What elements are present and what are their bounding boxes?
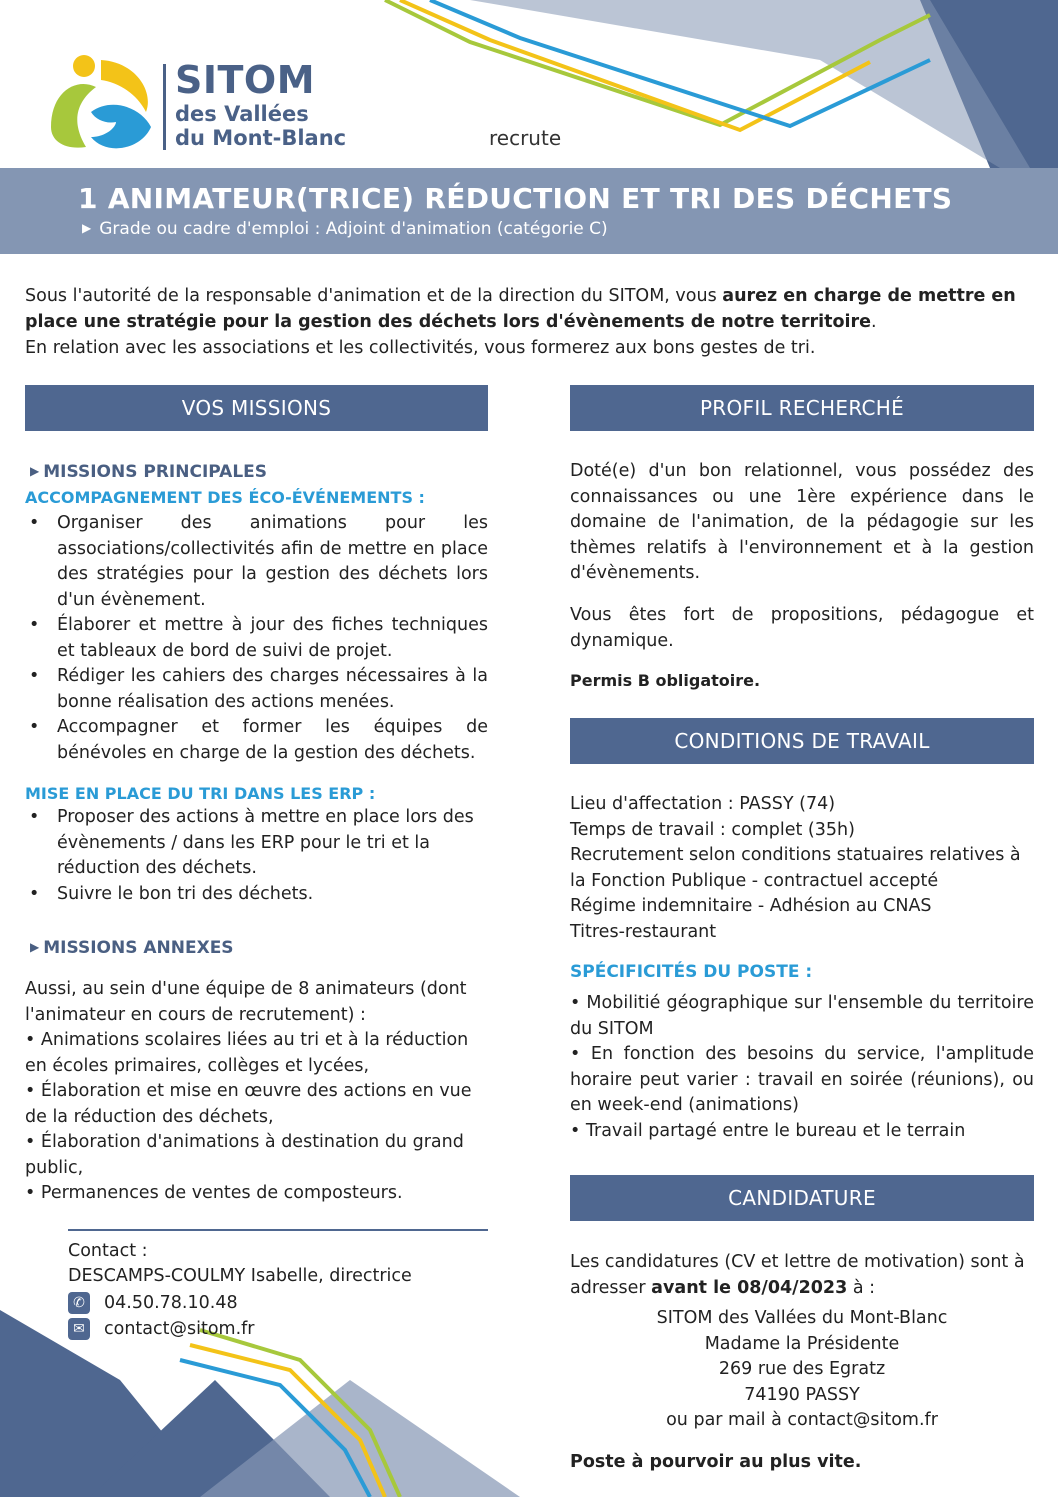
sitom-logo-icon [46, 52, 156, 156]
logo-divider [163, 64, 166, 150]
permis-text: Permis B obligatoire. [570, 671, 761, 690]
eco-events-list [25, 511, 488, 766]
contact-divider [68, 1229, 488, 1231]
erp-title: MISE EN PLACE DU TRI DANS LES ERP : [25, 784, 376, 803]
list-item: Titres-restaurant [570, 921, 717, 942]
list-item: • Proposer des actions à mettre en place lors des évènements / dans les ERP pour le tri et la réduction des déchets. [25, 805, 480, 882]
address-line: SITOM des Vallées du Mont-Blanc [656, 1308, 948, 1328]
missions-principales-title: ▶ MISSIONS PRINCIPALES [30, 462, 268, 482]
email-icon: ✉ [68, 1318, 90, 1340]
triangle-bullet-icon: ▶ [30, 464, 40, 478]
profil-header: PROFIL RECHERCHÉ [570, 385, 1034, 431]
contact-name: DESCAMPS-COULMY Isabelle, directrice [68, 1266, 412, 1286]
triangle-bullet-icon: ▶ [30, 940, 40, 954]
contact-label: Contact : [68, 1241, 148, 1261]
triangle-bullet-icon: ▶ [82, 221, 92, 235]
list-item: • Élaboration et mise en œuvre des actions en vue de la réduction des déchets, [25, 1081, 472, 1127]
specificites-title: SPÉCIFICITÉS DU POSTE : [570, 962, 813, 982]
recrute-label: recrute [489, 126, 562, 150]
list-item: • Animations scolaires liées au tri et à la réduction en écoles primaires, collèges et lycées, [25, 1030, 469, 1076]
specificites-list [570, 991, 1034, 1144]
logo-sitom: SITOM [175, 58, 316, 102]
phone-icon: ✆ [68, 1292, 90, 1314]
list-item: • Travail partagé entre le bureau et le terrain [570, 1120, 966, 1141]
list-item: Lieu d'affectation : PASSY (74) [570, 794, 836, 814]
address-line: ou par mail à contact@sitom.fr [666, 1410, 938, 1430]
logo-line3: du Mont-Blanc [175, 126, 347, 150]
erp-list [25, 805, 480, 907]
address-line: Madame la Présidente [704, 1333, 900, 1354]
job-grade: ▶ Grade ou cadre d'emploi : Adjoint d'animation (catégorie C) [82, 219, 608, 239]
profil-text: Doté(e) d'un bon relationnel, vous possédez des connaissances ou une 1ère expérience dans le domaine de l'animation, de la pédagogie sur les thèmes relatifs à l'environnement et à la gestion d'évènements. [570, 461, 1034, 583]
logo-line2: des Vallées [175, 102, 309, 126]
list-item: • Rédiger les cahiers des charges nécessaires à la bonne réalisation des actions menées. [25, 664, 488, 715]
candidature-text: Les candidatures (CV et lettre de motivation) sont à adresser avant le 08/04/2023 à : [570, 1252, 1025, 1298]
list-item: • Mobilitié géographique sur l'ensemble du territoire du SITOM [570, 993, 1034, 1039]
job-title: 1 ANIMATEUR(TRICE) RÉDUCTION ET TRI DES DÉCHETS [78, 182, 953, 215]
candidature-address [570, 1306, 1034, 1434]
list-item: • En fonction des besoins du service, l'amplitude horaire peut varier : travail en soirée (réunions), ou en week-end (animations) [570, 1044, 1034, 1115]
list-item: Recrutement selon conditions statuaires relatives à la Fonction Publique - contractuel accepté [570, 845, 1021, 891]
list-item: Temps de travail : complet (35h) [570, 819, 855, 840]
list-item: • Suivre le bon tri des déchets. [25, 882, 480, 908]
list-item: • Organiser des animations pour les associations/collectivités afin de mettre en place des stratégies pour la gestion des déchets lors d'un évènement. [25, 511, 488, 613]
list-item: • Permanences de ventes de composteurs. [25, 1183, 403, 1203]
list-item: • Accompagner et former les équipes de bénévoles en charge de la gestion des déchets. [25, 715, 488, 766]
address-line: 269 rue des Egratz [718, 1359, 886, 1379]
annexes-text: Aussi, au sein d'une équipe de 8 animateurs (dont l'animateur en cours de recrutement) : • Animations scolaires liées au tri et à la réduction en écoles primaires, collèges et lycées, • Élaboration et mise en œuvre des actions en vue de la réduction des déchets, • Élaboration d'animations à destination du grand public, • Permanences de ventes de composteurs. [25, 977, 488, 1207]
conditions-list [570, 792, 1034, 945]
closing-text: Poste à pourvoir au plus vite. [570, 1452, 862, 1472]
intro-text: Sous l'autorité de la responsable d'animation et de la direction du SITOM, vous aurez en charge de mettre en place une stratégie pour la gestion des déchets lors d'évènements de notre territoire. En relation avec les associations et les collectivités, vous formerez aux bons gestes de tri. [25, 286, 1016, 358]
profil-qualities: Vous êtes fort de propositions, pédagogue et dynamique. [570, 605, 1034, 651]
conditions-header: CONDITIONS DE TRAVAIL [570, 718, 1034, 764]
contact-phone[interactable]: ✆ 04.50.78.10.48 [68, 1292, 238, 1314]
eco-events-title: ACCOMPAGNEMENT DES ÉCO-ÉVÉNEMENTS : [25, 488, 425, 507]
list-item: • Élaborer et mettre à jour des fiches techniques et tableaux de bord de suivi de projet. [25, 613, 488, 664]
list-item: Régime indemnitaire - Adhésion au CNAS [570, 896, 932, 916]
list-item: • Élaboration d'animations à destination du grand public, [25, 1132, 464, 1178]
candidature-header: CANDIDATURE [570, 1175, 1034, 1221]
address-line: 74190 PASSY [744, 1384, 860, 1405]
contact-email[interactable]: ✉ contact@sitom.fr [68, 1318, 255, 1340]
missions-annexes-title: ▶ MISSIONS ANNEXES [30, 938, 234, 958]
missions-header: VOS MISSIONS [25, 385, 488, 431]
